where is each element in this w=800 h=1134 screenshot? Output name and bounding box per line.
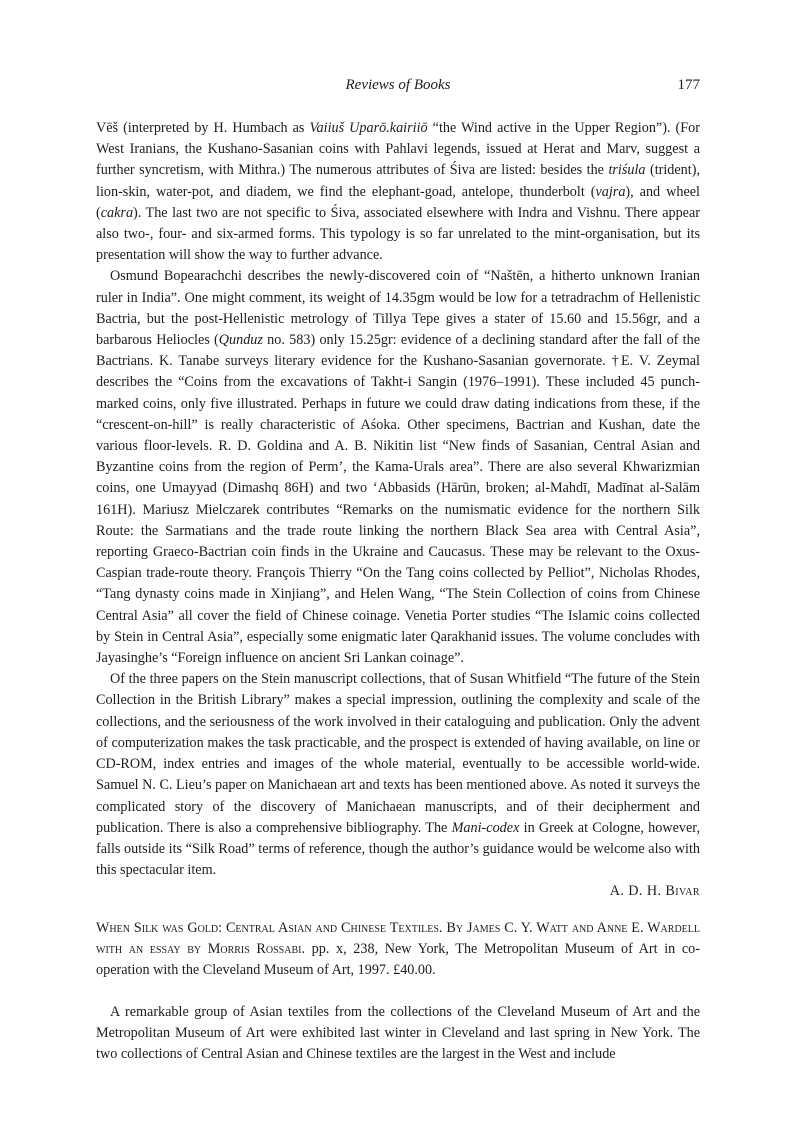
text-run: (trident), lion-skin, water-pot, and diadem, we find the elephant-goad, antelope, thunderbolt (: [96, 162, 700, 200]
running-head: [96, 74, 700, 98]
book-citation: [96, 918, 700, 982]
book-details: . pp. x, 238, New York, The Metropolitan Museum of Art in co-operation with the Cleveland Museum of Art, 1997. £40.00.: [96, 941, 700, 979]
italic-term: Vaiiuš Uparō.kairiiō: [309, 120, 428, 136]
italic-term: triśula: [608, 162, 646, 179]
book-authors: By James C. Y. Watt and Anne E. Wardell with an essay by: [96, 920, 700, 958]
page-number: 177: [677, 77, 700, 93]
paragraph-siva-attributes: [96, 118, 700, 266]
paragraph-manuscript-papers: [96, 669, 700, 881]
review-silk-textiles: [96, 1002, 700, 1066]
text-run: ). The last two are not specific to Śiva, associated elsewhere with Indra and Vishnu. There appear also two-, four- and six-armed forms. This typology is so far unrelated to the mint-organisation, but its presentation will show the way to further advance.: [96, 204, 700, 264]
italic-term: cakra: [100, 204, 134, 221]
journal-title: Reviews of Books: [345, 77, 451, 93]
paragraph-coin-papers: [96, 266, 700, 669]
text-run: Of the three papers on the Stein manuscript collections, that of Susan Whitfield “The future of the Stein Collection in the British Library” makes a special impression, outlining the complexity and scale of the collections, and the seriousness of the work involved in their cataloguing and publication. Only the advent of computerization makes the task practicable, and the prospect is extended of having available, on line or CD-ROM, index entries and images of the whole material, eventually to be accessible world-wide. Samuel N. C. Lieu’s paper on Manichaean art and texts has been mentioned above. As noted it surveys the complicated story of the discovery of Manichaean manuscripts, and of their decipherment and publication. There is also a comprehensive bibliography. The: [96, 671, 700, 836]
reviewer-signature: A. D. H. Bivar: [609, 883, 700, 900]
review-bopearachchi-continuation: [96, 118, 700, 903]
italic-term: Qunduz: [218, 332, 263, 349]
text-run: in Greek at Cologne, however, falls outside its “Silk Road” terms of reference, though the author’s guidance would be welcome also with this spectacular item.: [96, 819, 700, 879]
text-run: “the Wind active in the Upper Region”). (For West Iranians, the Kushano-Sasanian coins with Pahlavi legends, issued at Herat and Marv, suggest a further syncretism, with Mithra.) The numerous attributes of Śiva are listed: besides the: [96, 120, 700, 179]
text-run: Osmund Bopearachchi describes the newly-discovered coin of “Naštēn, a hitherto unknown Iranian ruler in India”. One might comment, its weight of 14.35gm would be low for a tetradrachm of Hellenistic Bactria, but the post-Hellenistic metrology of Tillya Tepe gives a stater of 15.60 and 15.56gr, and a barbarous Heliocles (: [96, 268, 700, 349]
paragraph-exhibition: A remarkable group of Asian textiles from the collections of the Cleveland Museum of Art and the Metropolitan Museum of Art were exhibited last winter in Cleveland and last spring in New York. The two collections of Central Asian and Chinese textiles are the largest in the West and include: [96, 1004, 700, 1063]
italic-term: vajra: [595, 183, 626, 200]
text-run: ), and wheel (: [96, 183, 700, 221]
italic-term: Mani-codex: [451, 819, 520, 836]
citation-text: [96, 918, 700, 982]
text-run: Vēš (interpreted by H. Humbach as: [96, 120, 310, 136]
book-essayist: Morris Rossabi: [207, 941, 302, 958]
book-title: When Silk was Gold: Central Asian and Chinese Textiles.: [96, 920, 443, 936]
text-run: no. 583) only 15.25gr: evidence of a declining standard after the fall of the Bactrians. K. Tanabe surveys literary evidence for the Kushano-Sasanian governorate. †E. V. Zeymal describes the “Coins from the excavations of Takht-i Sangin (1976–1991). These included 45 punch-marked coins, only five illustrated. Perhaps in future we could draw dating indications from these, if the “crescent-on-hill” is really characteristic of Aśoka. Other specimens, Bactrian and Kushan, date the various floor-levels. R. D. Goldina and A. B. Nikitin list “New finds of Sasanian, Central Asian and Byzantine coins from the region of Perm’, the Kama-Urals area”. There are also several Khwarizmian coins, one Umayyad (Dimashq 86H) and two ‘Abbasids (Hārūn, broken; al-Mahdī, Madīnat al-Salām 161H). Mariusz Mielczarek contributes “Remarks on the numismatic evidence for the northern Silk Route: the Sarmatians and the trade route linking the northern Black Sea area with Central Asia”, reporting Graeco-Bactrian coin finds in the Ukraine and Caucasus. These may be relevant to the Oxus-Caspian trade-route theory. François Thierry “On the Tang coins collected by Pelliot”, Nicholas Rhodes, “Tang dynasty coins made in Xinjiang”, and Helen Wang, “The Stein Collection of coins from Chinese Central Asia” all cover the field of Chinese coinage. Venetia Porter studies “The Islamic coins collected by Stein in Central Asia”, especially some enigmatic later Qarakhanid issues. The volume concludes with Jayasinghe’s “Foreign influence on ancient Sri Lankan coinage”.: [96, 332, 700, 667]
